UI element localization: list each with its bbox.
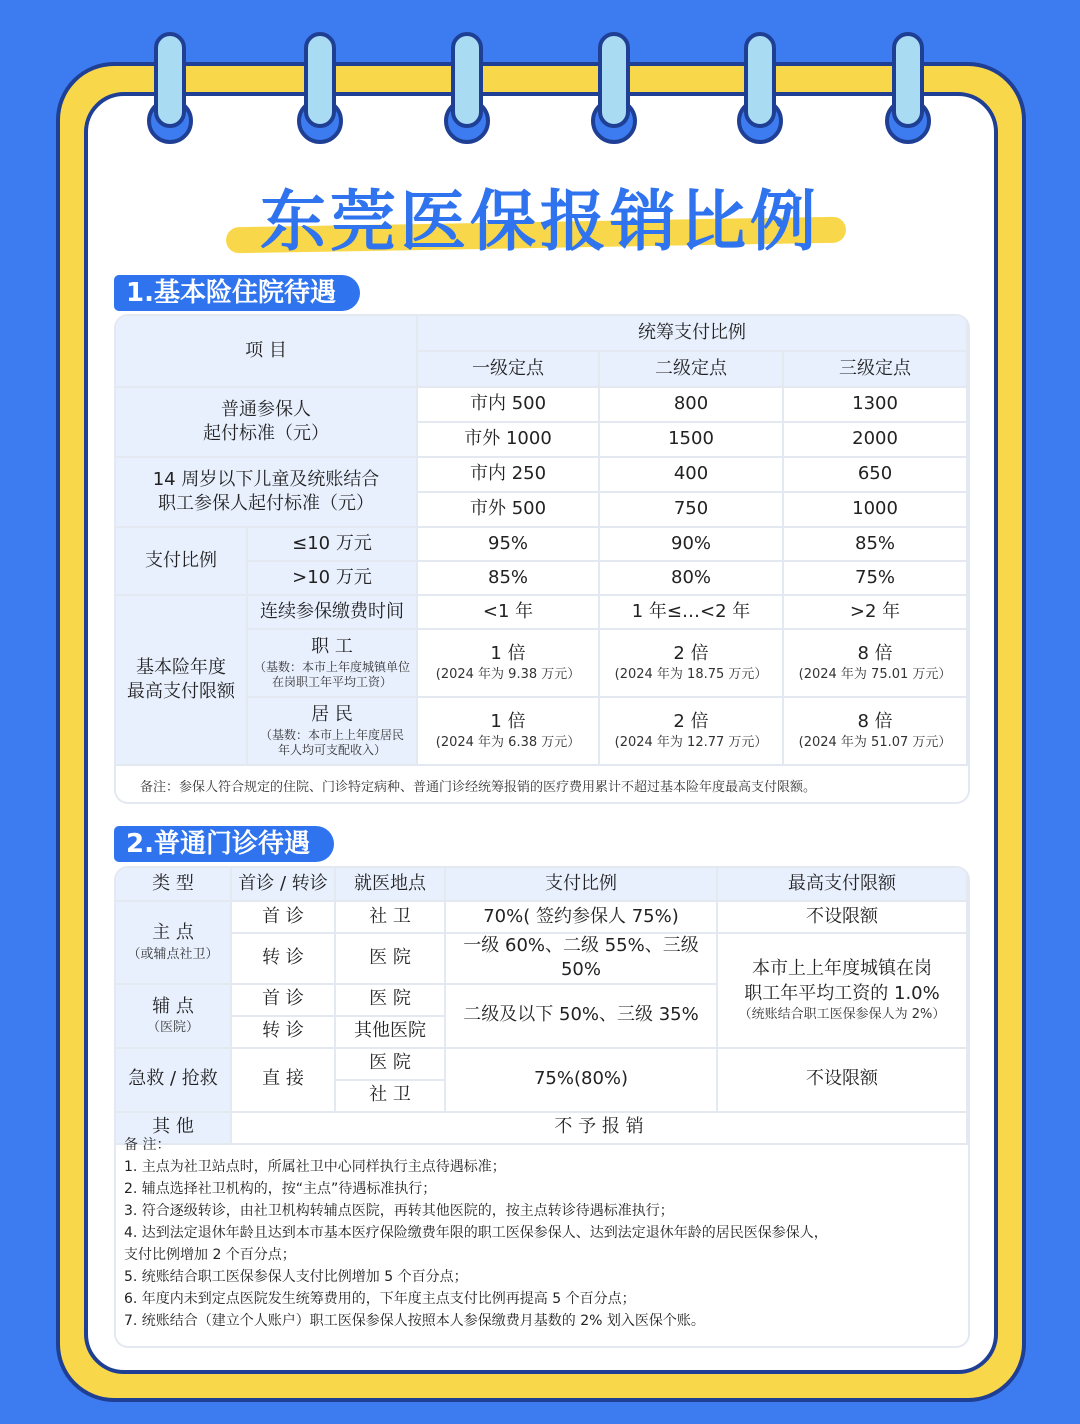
section2-notes <box>124 1134 962 1332</box>
section1-heading: 1.基本险住院待遇 <box>114 275 360 311</box>
note-line: 3. 符合逐级转诊，由社卫机构转辅点医院，再转其他医院的，按主点转诊待遇标准执行； <box>124 1203 674 1219</box>
amount: (2024 年为 12.77 万元） <box>614 735 768 751</box>
amount: (2024 年为 75.01 万元） <box>798 667 952 683</box>
note-line: 支付比例增加 2 个百分点； <box>124 1247 296 1263</box>
aux-point-label <box>115 984 231 1048</box>
section1-note: 备注：参保人符合规定的住院、门诊特定病种、普通门诊经统筹报销的医疗费用累计不超过基本险年度最高支付限额。 <box>140 780 817 795</box>
cell: >2 年 <box>783 595 967 629</box>
cell: 85% <box>417 561 599 595</box>
label-line: 普通参保人 <box>221 398 311 420</box>
binder-ring <box>304 32 336 128</box>
multiplier: 1 倍 <box>490 643 526 665</box>
label-line: 最高支付限额 <box>127 681 235 702</box>
cell <box>599 629 783 697</box>
note-line: 6. 年度内未到定点医院发生统筹费用的，下年度主点支付比例再提高 5 个百分点； <box>124 1291 636 1307</box>
label-line: 14 周岁以下儿童及统账结合 <box>152 468 380 490</box>
note-line: 2. 辅点选择社卫机构的，按“主点”待遇标准执行； <box>124 1181 437 1197</box>
binder-ring <box>892 32 924 128</box>
pay-ratio-sub: ≤10 万元 <box>247 527 417 561</box>
label-note: 在岗职工年平均工资） <box>272 675 393 690</box>
duration-label: 连续参保缴费时间 <box>247 595 417 629</box>
cell: 转 诊 <box>231 933 335 984</box>
cell: 医 院 <box>335 1048 445 1080</box>
binder-ring <box>598 32 630 128</box>
label-line: 辅 点 <box>152 995 194 1017</box>
header-limit: 最高支付限额 <box>717 867 967 901</box>
label-line: 职工参保人起付标准（元） <box>158 493 374 514</box>
cell: 首 诊 <box>231 984 335 1016</box>
cell: 直 接 <box>231 1048 335 1112</box>
amount: (2024 年为 18.75 万元） <box>614 667 768 683</box>
cell: 不设限额 <box>717 901 967 933</box>
pay-ratio-sub: >10 万元 <box>247 561 417 595</box>
cell: <1 年 <box>417 595 599 629</box>
header-level-1: 一级定点 <box>417 351 599 387</box>
label-note: （基数：本市上年度城镇单位 <box>254 659 411 674</box>
cell: 75%(80%) <box>445 1048 717 1112</box>
note-line: 4. 达到法定退休年龄且达到本市基本医疗保险缴费年限的职工医保参保人、达到法定退休年龄的居民医保参保人， <box>124 1225 828 1241</box>
label-line: 居 民 <box>311 704 353 726</box>
header-item: 项 目 <box>115 315 417 387</box>
header-group: 统筹支付比例 <box>417 315 967 351</box>
section2-heading: 2.普通门诊待遇 <box>114 826 334 862</box>
cell: 90% <box>599 527 783 561</box>
cell: 转 诊 <box>231 1016 335 1048</box>
cell: 1 年≤…<2 年 <box>599 595 783 629</box>
header-level-3: 三级定点 <box>783 351 967 387</box>
inpatient-table <box>114 314 968 766</box>
cell: 一级 60%、二级 55%、三级 50% <box>445 933 717 984</box>
cell: 750 <box>599 492 783 527</box>
cell: 1500 <box>599 422 783 457</box>
label-note: （或辅点社卫） <box>127 946 219 962</box>
binder-ring <box>744 32 776 128</box>
label-line: 基本险年度 <box>136 656 226 678</box>
header-type: 类 型 <box>115 867 231 901</box>
cell: 75% <box>783 561 967 595</box>
cell: 95% <box>417 527 599 561</box>
cell: 社 卫 <box>335 1080 445 1112</box>
cell: 首 诊 <box>231 901 335 933</box>
label-note: （基数：本市上上年度居民 <box>260 727 405 742</box>
multiplier: 8 倍 <box>857 711 893 733</box>
employee-label <box>247 629 417 697</box>
header-place: 就医地点 <box>335 867 445 901</box>
main-point-label <box>115 901 231 984</box>
header-visit: 首诊 / 转诊 <box>231 867 335 901</box>
cell: 400 <box>599 457 783 492</box>
cell: 市外 500 <box>417 492 599 527</box>
limit-note: （统账结合职工医保参保人为 2%） <box>738 1006 946 1022</box>
cell: 市内 250 <box>417 457 599 492</box>
cell: 不 予 报 销 <box>231 1112 967 1144</box>
cell <box>599 697 783 765</box>
outpatient-table <box>114 866 968 1145</box>
pay-ratio-label: 支付比例 <box>115 527 247 595</box>
cell <box>783 697 967 765</box>
cell: 1300 <box>783 387 967 422</box>
cell: 二级及以下 50%、三级 35% <box>445 984 717 1048</box>
note-line: 7. 统账结合（建立个人账户）职工医保参保人按照本人参保缴费月基数的 2% 划入医保个账。 <box>124 1313 705 1329</box>
cell: 其他医院 <box>335 1016 445 1048</box>
header-level-2: 二级定点 <box>599 351 783 387</box>
multiplier: 8 倍 <box>857 643 893 665</box>
cell: 650 <box>783 457 967 492</box>
amount: (2024 年为 51.07 万元） <box>798 735 952 751</box>
cell: 医 院 <box>335 984 445 1016</box>
note-line: 5. 统账结合职工医保参保人支付比例增加 5 个百分点； <box>124 1269 468 1285</box>
multiplier: 2 倍 <box>673 711 709 733</box>
other-label: 其 他 <box>115 1112 231 1144</box>
cell: 85% <box>783 527 967 561</box>
multiplier: 1 倍 <box>490 711 526 733</box>
label-line: 主 点 <box>152 922 194 944</box>
limit-cell <box>717 933 967 1048</box>
deductible-child-label <box>115 457 417 527</box>
cell: 市外 1000 <box>417 422 599 457</box>
note-line: 1. 主点为社卫站点时，所属社卫中心同样执行主点待遇标准； <box>124 1159 506 1175</box>
multiplier: 2 倍 <box>673 643 709 665</box>
binder-ring <box>154 32 186 128</box>
label-line: 起付标准（元） <box>203 423 329 444</box>
amount: (2024 年为 9.38 万元） <box>435 667 581 683</box>
cell: 医 院 <box>335 933 445 984</box>
notes-title: 备 注： <box>124 1137 171 1153</box>
label-note: 年人均可支配收入） <box>278 743 387 758</box>
page-title: 东莞医保报销比例 <box>260 183 820 260</box>
cell <box>417 629 599 697</box>
cell: 2000 <box>783 422 967 457</box>
cell: 80% <box>599 561 783 595</box>
cell: 市内 500 <box>417 387 599 422</box>
amount: (2024 年为 6.38 万元） <box>435 735 581 751</box>
label-line: 职 工 <box>311 636 353 658</box>
deductible-adult-label <box>115 387 417 457</box>
limit-line: 本市上上年度城镇在岗 <box>752 958 932 980</box>
cell: 800 <box>599 387 783 422</box>
cell: 不设限额 <box>717 1048 967 1112</box>
cell: 社 卫 <box>335 901 445 933</box>
cell: 70%( 签约参保人 75%) <box>445 901 717 933</box>
cell <box>783 629 967 697</box>
cell <box>417 697 599 765</box>
emergency-label: 急救 / 抢救 <box>115 1048 231 1112</box>
limit-line: 职工年平均工资的 1.0% <box>744 982 940 1004</box>
label-note: （医院） <box>146 1019 199 1035</box>
section1-table-frame <box>114 314 970 804</box>
resident-label <box>247 697 417 765</box>
cell: 1000 <box>783 492 967 527</box>
max-limit-label <box>115 595 247 765</box>
binder-ring <box>451 32 483 128</box>
header-ratio: 支付比例 <box>445 867 717 901</box>
